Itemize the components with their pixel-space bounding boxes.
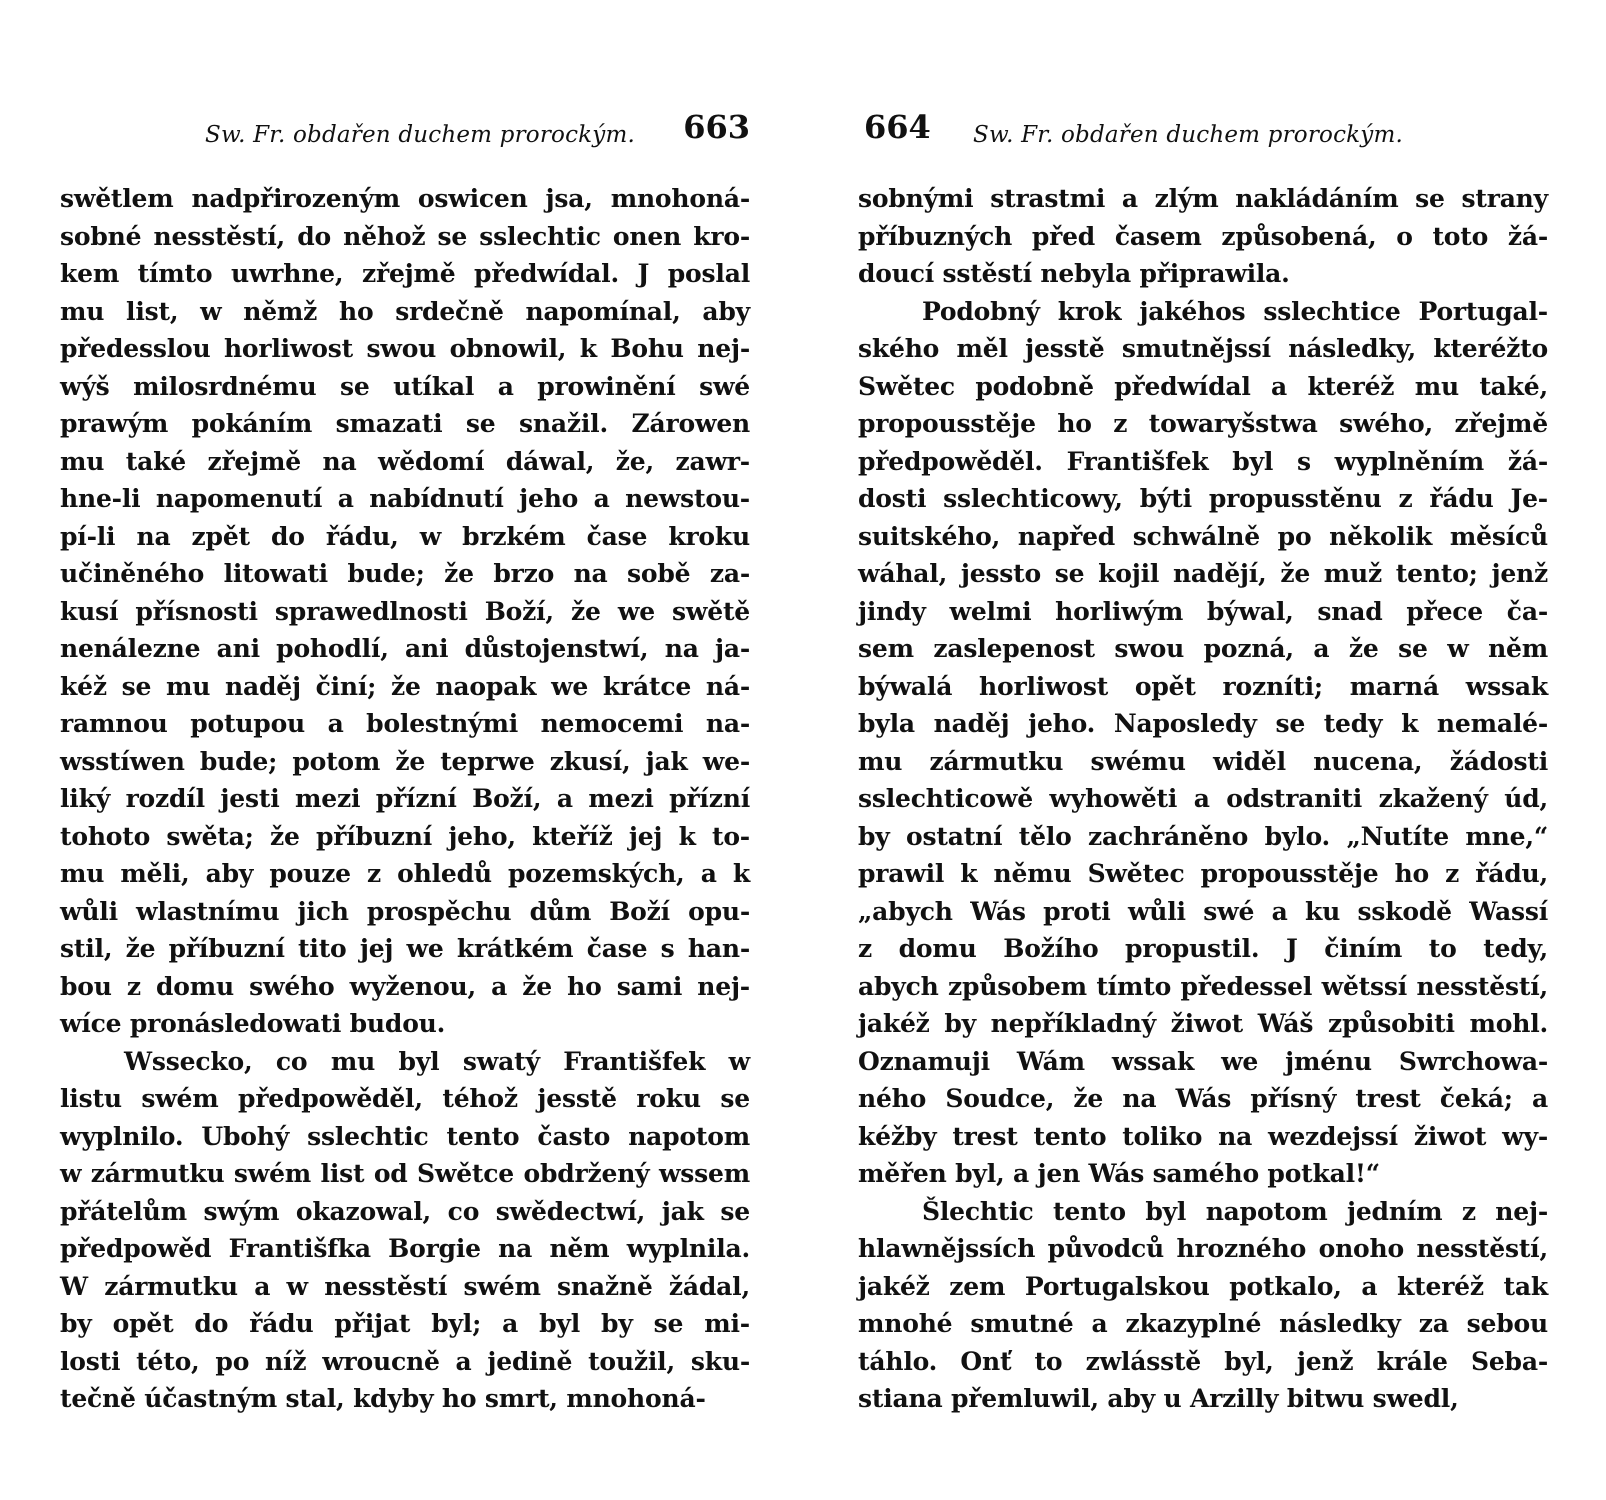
text-line: Swětec podobně předwídal a kteréž mu také, xyxy=(858,371,1548,401)
text-line: mu také zřejmě na wědomí dáwal, že, zawr- xyxy=(60,446,750,476)
text-line: w zármutku swém list od Swětce obdržený wssem xyxy=(60,1159,750,1188)
text-line: kéž se mu naděj činí; že naopak we krátce ná- xyxy=(60,671,750,701)
text-line: kéžby trest tento toliko na wezdejssí žiwot wy- xyxy=(858,1121,1548,1151)
text-line: sem zaslepenost swou pozná, a že se w něm xyxy=(858,634,1548,663)
text-line: ského měl jesstě smutnějssí následky, kteréžto xyxy=(858,334,1548,363)
text-line: stil, že příbuzní tito jej we krátkém čase s han- xyxy=(60,934,750,963)
text-line: prawil k němu Swětec propousstěje ho z řádu, xyxy=(858,859,1548,888)
text-line: sobnými strastmi a zlým nakládáním se strany xyxy=(858,184,1548,213)
text-line: z domu Božího propustil. J činím to tedy, xyxy=(858,934,1548,963)
text-line: wáhal, jessto se kojil nadějí, že muž tento; jenž xyxy=(858,559,1548,588)
text-line: předpowěd Františfka Borgie na něm wyplnila. xyxy=(60,1234,750,1263)
text-line: předpowěděl. Františfek byl s wyplněním žá- xyxy=(858,446,1548,476)
left-page xyxy=(60,0,750,1500)
text-line: bou z domu swého wyženou, a že ho sami nej- xyxy=(60,971,750,1001)
text-line: táhlo. Onť to zwlásstě byl, jenž krále Seba- xyxy=(858,1346,1548,1376)
text-line: abych způsobem tímto předessel wětssí nesstěstí, xyxy=(858,971,1548,1001)
text-line: by ostatní tělo zachráněno bylo. „Nutíte mne,“ xyxy=(858,821,1548,851)
text-line: listu swém předpowěděl, téhož jesstě roku se xyxy=(60,1084,750,1113)
right-page-header xyxy=(858,108,1548,156)
text-line: losti této, po níž wroucně a jedině toužil, sku- xyxy=(60,1346,750,1376)
text-line: liký rozdíl jesti mezi přízní Boží, a mezi přízní xyxy=(60,784,750,813)
left-page-header xyxy=(60,108,750,156)
text-line: wůli wlastnímu jich prospěchu dům Boží opu- xyxy=(60,896,750,926)
text-line: tečně účastným stal, kdyby ho smrt, mnohoná- xyxy=(60,1384,706,1413)
text-line: suitského, napřed schwálně po několik měsíců xyxy=(858,521,1548,551)
text-line: hlawnějssích původců hrozného onoho nesstěstí, xyxy=(858,1234,1548,1263)
text-line: Oznamuji Wám wssak we jménu Swrchowa- xyxy=(858,1046,1548,1076)
text-line: tohoto swěta; že příbuzní jeho, kteříž jej k to- xyxy=(60,821,750,851)
text-line: propousstěje ho z towaryšstwa swého, zřejmě xyxy=(858,409,1548,438)
text-line: příbuzných před časem způsobená, o toto žá- xyxy=(858,221,1548,251)
text-line: Podobný krok jakéhos sslechtice Portugal- xyxy=(922,296,1548,326)
right-page-body xyxy=(858,180,1548,1418)
text-line: jindy welmi horliwým býwal, snad přece ča- xyxy=(858,596,1548,626)
text-line: Wssecko, co mu byl swatý Františfek w xyxy=(124,1046,750,1076)
text-line: mu měli, aby pouze z ohledů pozemských, a k xyxy=(60,859,750,888)
page-number: 663 xyxy=(683,108,750,146)
text-line: wsstíwen bude; potom že teprwe zkusí, jak we- xyxy=(60,746,750,776)
text-line: býwalá horliwost opět rozníti; marná wssak xyxy=(858,671,1548,701)
text-line: jakéž zem Portugalskou potkalo, a kteréž tak xyxy=(858,1271,1548,1301)
text-line: ramnou potupou a bolestnými nemocemi na- xyxy=(60,709,750,738)
running-head: Sw. Fr. obdařen duchem prorockým. xyxy=(973,122,1404,148)
text-line: sslechticowě wyhowěti a odstraniti zkažený úd, xyxy=(858,784,1548,813)
text-line: učiněného litowati bude; že brzo na sobě za- xyxy=(60,559,750,588)
text-line: ného Soudce, že na Wás přísný trest čeká; a xyxy=(858,1084,1548,1113)
text-line: Šlechtic tento byl napotom jedním z nej- xyxy=(922,1196,1548,1226)
text-line: wýš milosrdnému se utíkal a prowinění swé xyxy=(60,371,750,401)
text-line: prawým pokáním smazati se snažil. Zárowen xyxy=(60,409,750,438)
text-line: mu zármutku swému widěl nucena, žádosti xyxy=(858,746,1548,776)
text-line: swětlem nadpřirozeným oswicen jsa, mnohoná- xyxy=(60,184,750,213)
text-line: pí-li na zpět do řádu, w brzkém čase kroku xyxy=(60,521,750,551)
text-line: W zármutku a w nesstěstí swém snažně žádal, xyxy=(60,1271,750,1301)
text-line: stiana přemluwil, aby u Arzilly bitwu swedl, xyxy=(858,1384,1459,1413)
text-line: měřen byl, a jen Wás samého potkal!“ xyxy=(858,1159,1380,1188)
text-line: mu list, w němž ho srdečně napomínal, aby xyxy=(60,296,750,326)
text-line: kem tímto uwrhne, zřejmě předwídal. J poslal xyxy=(60,259,750,288)
text-line: byla naděj jeho. Naposledy se tedy k nemalé- xyxy=(858,709,1548,738)
text-line: předesslou horliwost swou obnowil, k Bohu nej- xyxy=(60,334,750,363)
text-line: jakéž by nepříkladný žiwot Wáš způsobiti mohl. xyxy=(858,1009,1548,1038)
text-line: wíce pronásledowati budou. xyxy=(60,1009,446,1038)
text-line: doucí sstěstí nebyla připrawila. xyxy=(858,259,1290,288)
text-line: wyplnilo. Ubohý sslechtic tento často napotom xyxy=(60,1121,750,1151)
text-line: dosti sslechticowy, býti propusstěnu z řádu Je- xyxy=(858,484,1548,513)
running-head: Sw. Fr. obdařen duchem prorockým. xyxy=(205,122,636,148)
text-line: kusí přísnosti sprawedlnosti Boží, že we swětě xyxy=(60,596,750,626)
text-line: mnohé smutné a zkazyplné následky za sebou xyxy=(858,1309,1548,1338)
text-line: by opět do řádu přijat byl; a byl by se mi- xyxy=(60,1309,750,1338)
page-number: 664 xyxy=(864,108,931,146)
text-line: přátelům swým okazowal, co swědectwí, jak se xyxy=(60,1196,750,1226)
text-line: nenálezne ani pohodlí, ani důstojenstwí, na ja- xyxy=(60,634,750,663)
text-line: hne-li napomenutí a nabídnutí jeho a newstou- xyxy=(60,484,750,513)
text-line: „abych Wás proti wůli swé a ku sskodě Wassí xyxy=(858,896,1548,926)
right-page xyxy=(858,0,1548,1500)
left-page-body xyxy=(60,180,750,1418)
text-line: sobné nesstěstí, do něhož se sslechtic onen kro- xyxy=(60,221,750,251)
